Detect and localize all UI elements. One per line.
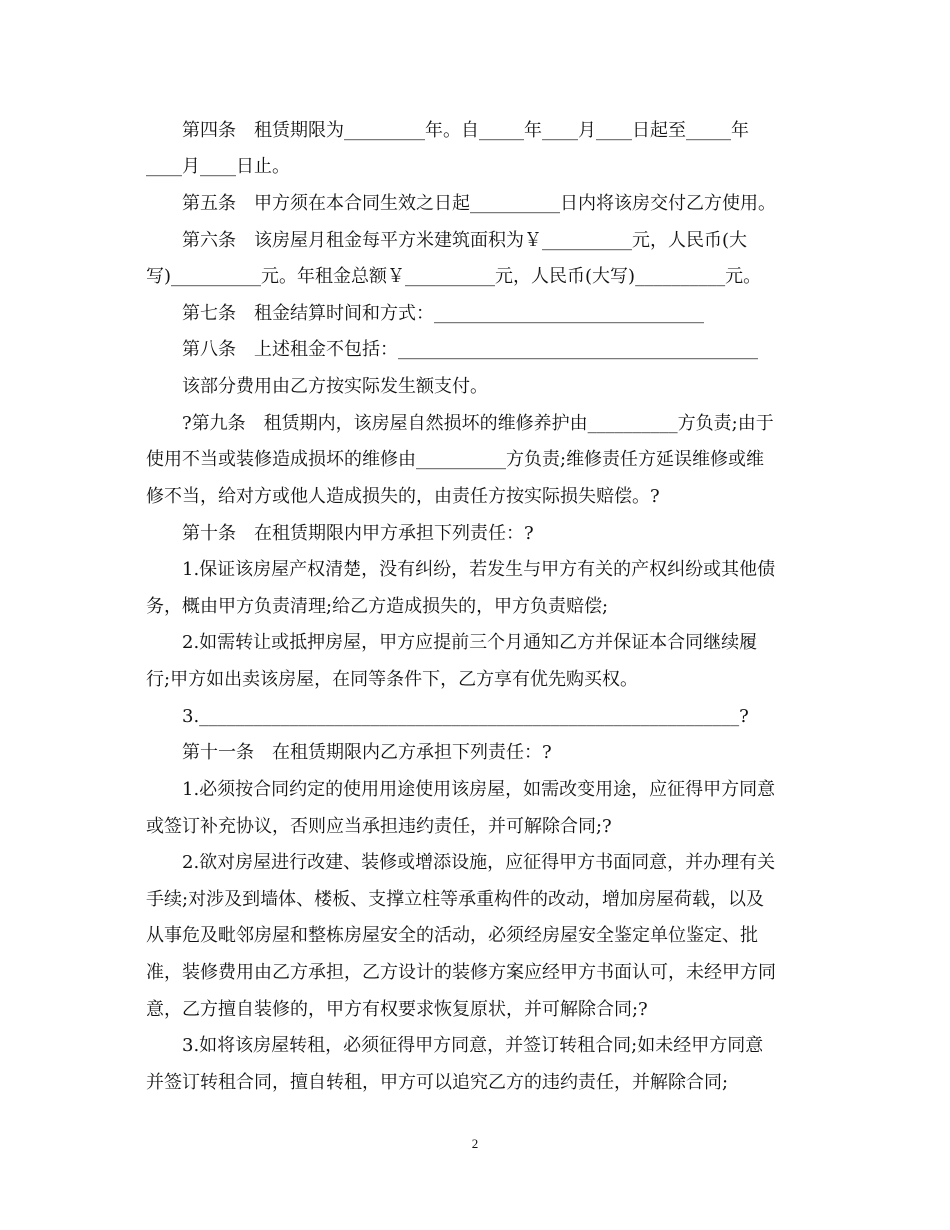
- article-11-item-2-line-3: 从事危及毗邻房屋和整栋房屋安全的活动，必须经房屋安全鉴定单位鉴定、批: [146, 925, 758, 946]
- article-4-line-1: 第四条 租赁期限为_________年。自_____年____月____日起至_____年: [182, 120, 749, 141]
- article-8-line-2: 该部分费用由乙方按实际发生额支付。: [182, 376, 488, 397]
- article-11-item-2-line-5: 意，乙方擅自装修的，甲方有权要求恢复原状，并可解除合同;?: [146, 999, 648, 1020]
- article-11-item-2-line-2: 手续;对涉及到墙体、楼板、支撑立柱等承重构件的改动，增加房屋荷载，以及: [146, 889, 765, 910]
- article-9-line-1: ?第九条 租赁期内，该房屋自然损坏的维修养护由__________方负责;由于: [182, 413, 774, 434]
- article-6-line-1: 第六条 该房屋月租金每平方米建筑面积为￥__________元，人民币(大: [182, 230, 748, 251]
- article-10-heading: 第十条 在租赁期限内甲方承担下列责任：?: [182, 523, 534, 544]
- article-8-line-1: 第八条 上述租金不包括：________________________________________: [182, 339, 758, 360]
- article-10-item-3: 3.____________________________________________________________?: [182, 706, 749, 727]
- article-11-item-2-line-4: 准，装修费用由乙方承担，乙方设计的装修方案应经甲方书面认可，未经甲方同: [146, 962, 776, 983]
- article-10-item-2-line-2: 行;甲方如出卖该房屋，在同等条件下，乙方享有优先购买权。: [146, 669, 639, 690]
- article-10-item-1-line-2: 务，概由甲方负责清理;给乙方造成损失的，甲方负责赔偿;: [146, 596, 609, 617]
- article-11-heading: 第十一条 在租赁期限内乙方承担下列责任：?: [182, 742, 552, 763]
- article-7-line-1: 第七条 租金结算时间和方式：______________________________: [182, 303, 704, 324]
- article-11-item-1-line-1: 1.必须按合同约定的使用用途使用该房屋，如需改变用途，应征得甲方同意: [182, 779, 776, 800]
- article-11-item-1-line-2: 或签订补充协议，否则应当承担违约责任，并可解除合同;?: [146, 816, 612, 837]
- article-9-line-2: 使用不当或装修造成损坏的维修由__________方负责;维修责任方延误维修或维: [146, 449, 765, 470]
- article-10-item-2-line-1: 2.如需转让或抵押房屋，甲方应提前三个月通知乙方并保证本合同继续履: [182, 632, 758, 653]
- article-10-item-1-line-1: 1.保证该房屋产权清楚，没有纠纷，若发生与甲方有关的产权纠纷或其他债: [182, 559, 776, 580]
- article-11-item-3-line-2: 并签订转租合同，擅自转租，甲方可以追究乙方的违约责任，并解除合同;: [146, 1072, 729, 1093]
- article-4-line-2: ____月____日止。: [146, 156, 290, 177]
- article-9-line-3: 修不当，给对方或他人造成损失的，由责任方按实际损失赔偿。?: [146, 486, 660, 507]
- article-6-line-2: 写)__________元。年租金总额￥__________元，人民币(大写)__________元。: [146, 266, 762, 287]
- article-11-item-3-line-1: 3.如将该房屋转租，必须征得甲方同意，并签订转租合同;如未经甲方同意: [182, 1035, 764, 1056]
- article-5-line-1: 第五条 甲方须在本合同生效之日起__________日内将该房交付乙方使用。: [182, 193, 776, 214]
- article-11-item-2-line-1: 2.欲对房屋进行改建、装修或增添设施，应征得甲方书面同意，并办理有关: [182, 852, 776, 873]
- page-number: 2: [471, 1136, 479, 1151]
